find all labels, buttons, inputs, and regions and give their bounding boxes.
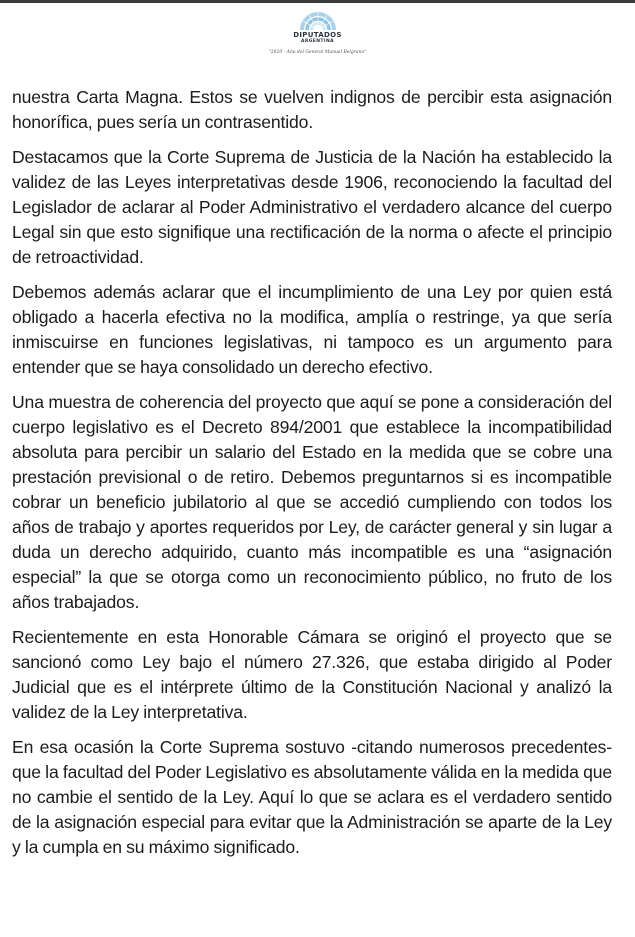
diputados-logo-icon: [298, 8, 338, 30]
paragraph: nuestra Carta Magna. Estos se vuelven indignos de percibir esta asignación honorífica, pues sería un contrasentido.: [12, 87, 612, 132]
paragraph: Destacamos que la Corte Suprema de Justicia de la Nación ha establecido la validez de las Leyes interpretativas desde 1906, reconociendo la facultad del Legislador de aclarar al Poder Administrativo el verdadero alcance del cuerpo Legal sin que esto signifique una rectificación de la norma o afecte el principio de retroactividad.: [12, 147, 612, 267]
paragraph: Debemos además aclarar que el incumplimiento de una Ley por quien está obligado a hacerla efectiva no la modifica, amplía o restringe, ya que sería inmiscuirse en funciones legislativas, ni tampoco es un argumento para entender que se haya consolidado un derecho efectivo.: [12, 282, 612, 377]
logo-title: DIPUTADOS: [293, 31, 342, 39]
header-motto: "2020 - Año del General Manuel Belgrano": [268, 50, 367, 55]
top-border: [0, 0, 635, 3]
logo-subtitle: ARGENTINA: [300, 39, 335, 44]
document-body: [12, 85, 612, 870]
paragraph: Recientemente en esta Honorable Cámara se originó el proyecto que se sancionó como Ley bajo el número 27.326, que estaba dirigido al Poder Judicial que es el intérprete último de la Constitución Nacional y analizó la validez de la Ley interpretativa.: [12, 627, 612, 722]
paragraph: Una muestra de coherencia del proyecto que aquí se pone a consideración del cuerpo legislativo es el Decreto 894/2001 que establece la incompatibilidad absoluta para percibir un salario del Estado en la medida que se cobre una prestación previsional o de retiro. Debemos preguntarnos si es incompatible cobrar un beneficio jubilatorio al que se accedió cumpliendo con todos los años de trabajo y aportes requeridos por Ley, de carácter general y sin lugar a duda un derecho adquirido, cuanto más incompatible es una “asignación especial” la que se otorga como un reconocimiento público, no fruto de los años trabajados.: [12, 392, 612, 612]
letterhead: [0, 8, 635, 68]
paragraph: En esa ocasión la Corte Suprema sostuvo -citando numerosos precedentes- que la facultad del Poder Legislativo es absolutamente válida en la medida que no cambie el sentido de la Ley. Aquí lo que se aclara es el verdadero sentido de la asignación especial para evitar que la Administración se aparte de la Ley y la cumpla en su máximo significado.: [12, 737, 612, 857]
